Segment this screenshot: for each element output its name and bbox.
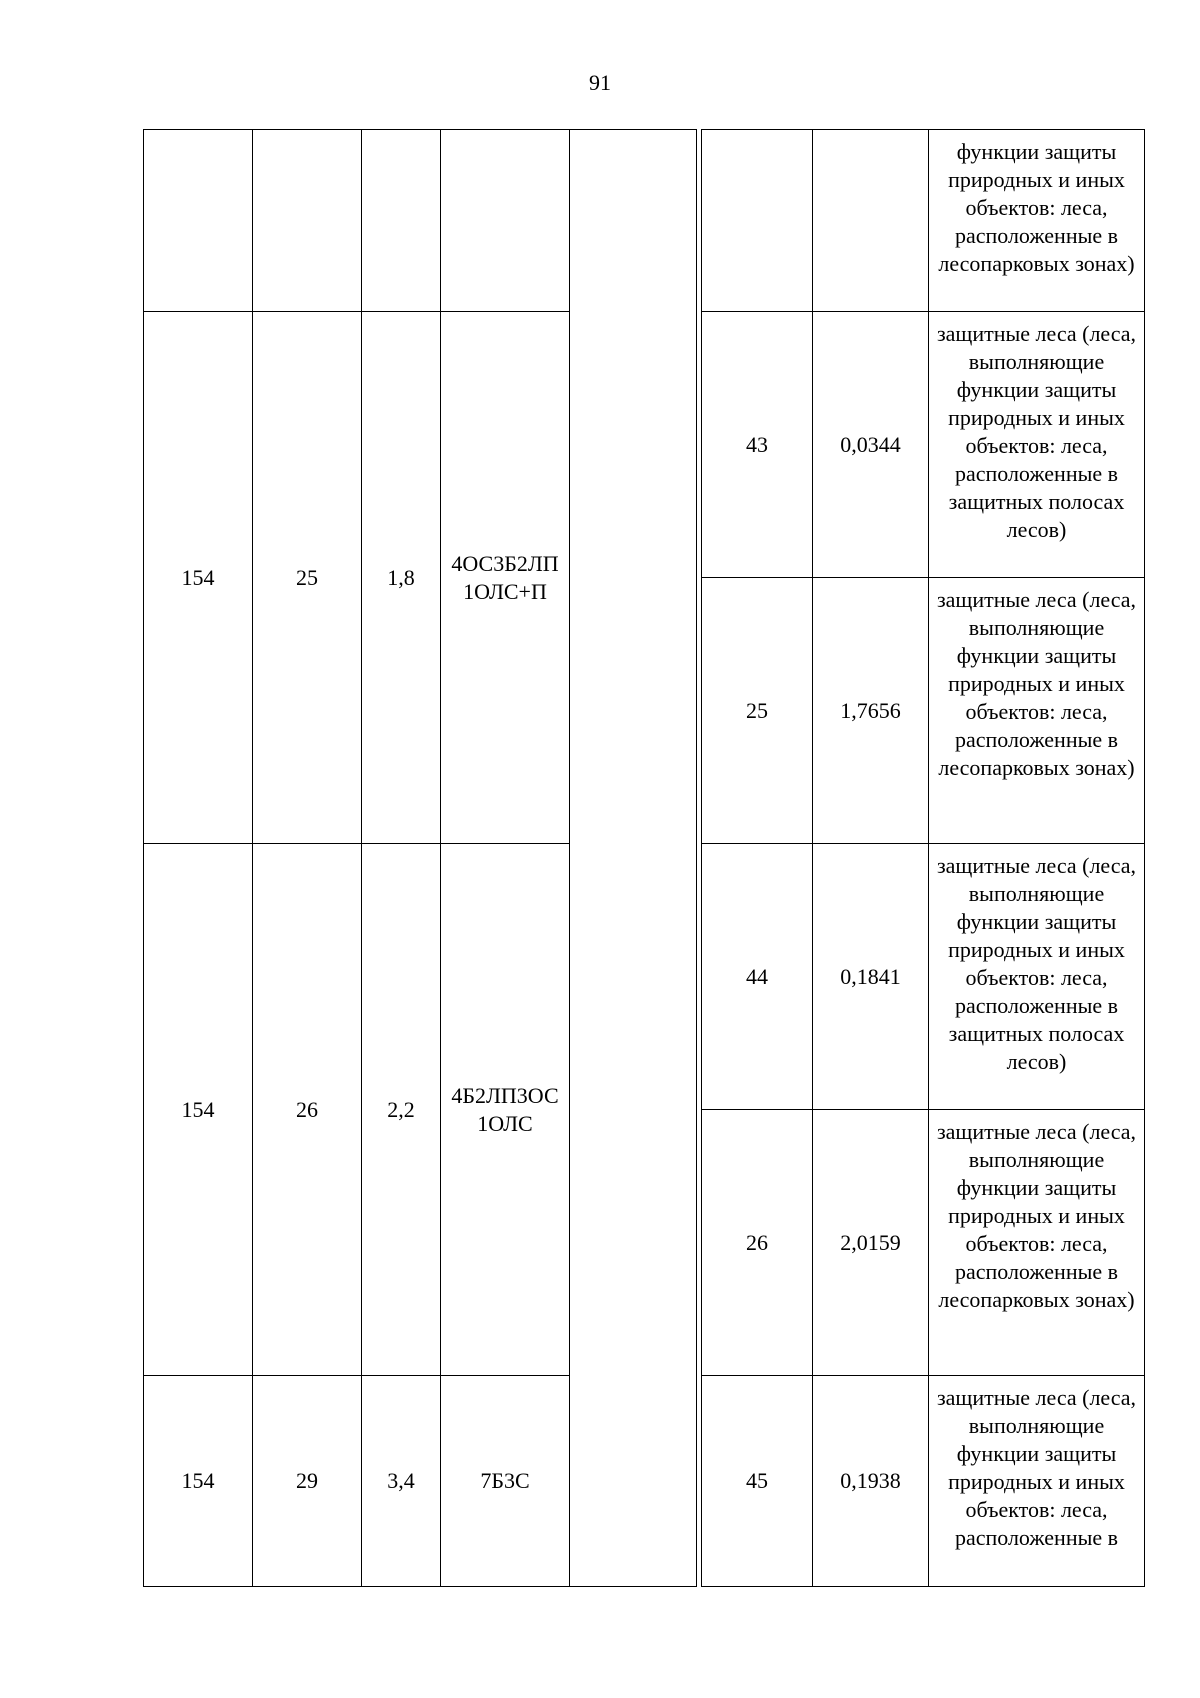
area-cell: [362, 130, 441, 312]
quarter-cell: 154: [144, 844, 253, 1376]
new-allotment-cell: 44: [702, 844, 813, 1110]
new-area-cell: [813, 130, 929, 312]
quarter-cell: [144, 130, 253, 312]
forest-category-cell: защитные леса (леса, выполняющие функции защиты природных и иных объектов: леса, расположенные в защитных полосах лесов): [929, 844, 1145, 1110]
new-allotment-cell: 26: [702, 1110, 813, 1376]
forest-category-cell: защитные леса (леса, выполняющие функции защиты природных и иных объектов: леса, расположенные в защитных полосах лесов): [929, 312, 1145, 578]
forest-category-cell: защитные леса (леса, выполняющие функции защиты природных и иных объектов: леса, расположенные в: [929, 1376, 1145, 1587]
area-cell: 1,8: [362, 312, 441, 844]
forest-category-cell: функции защиты природных и иных объектов: леса, расположенные в лесопарковых зонах): [929, 130, 1145, 312]
table-row: [702, 1110, 1145, 1376]
table-row: [702, 578, 1145, 844]
allotment-cell: 25: [253, 312, 362, 844]
merged-empty-cell: [570, 130, 697, 1587]
new-allotment-cell: 25: [702, 578, 813, 844]
table-row: [702, 1376, 1145, 1587]
species-composition-cell: 4Б2ЛП3ОС 1ОЛС: [441, 844, 570, 1376]
allotment-cell: [253, 130, 362, 312]
allotment-table-right: [701, 129, 1145, 1587]
new-area-cell: 0,1841: [813, 844, 929, 1110]
new-area-cell: 2,0159: [813, 1110, 929, 1376]
new-allotment-cell: 43: [702, 312, 813, 578]
area-cell: 2,2: [362, 844, 441, 1376]
new-allotment-cell: [702, 130, 813, 312]
species-composition-cell: 7Б3С: [441, 1376, 570, 1587]
allotment-cell: 26: [253, 844, 362, 1376]
allotment-table-left: [143, 129, 697, 1587]
table-row: [702, 844, 1145, 1110]
forest-category-cell: защитные леса (леса, выполняющие функции защиты природных и иных объектов: леса, расположенные в лесопарковых зонах): [929, 1110, 1145, 1376]
table-row: [144, 130, 697, 312]
new-area-cell: 0,1938: [813, 1376, 929, 1587]
area-cell: 3,4: [362, 1376, 441, 1587]
new-area-cell: 0,0344: [813, 312, 929, 578]
table-row: [702, 130, 1145, 312]
species-composition-cell: 4ОС3Б2ЛП 1ОЛС+П: [441, 312, 570, 844]
quarter-cell: 154: [144, 312, 253, 844]
table-row: [702, 312, 1145, 578]
quarter-cell: 154: [144, 1376, 253, 1587]
new-area-cell: 1,7656: [813, 578, 929, 844]
allotment-cell: 29: [253, 1376, 362, 1587]
page-number: 91: [589, 70, 611, 95]
species-composition-cell: [441, 130, 570, 312]
forest-category-cell: защитные леса (леса, выполняющие функции защиты природных и иных объектов: леса, расположенные в лесопарковых зонах): [929, 578, 1145, 844]
new-allotment-cell: 45: [702, 1376, 813, 1587]
